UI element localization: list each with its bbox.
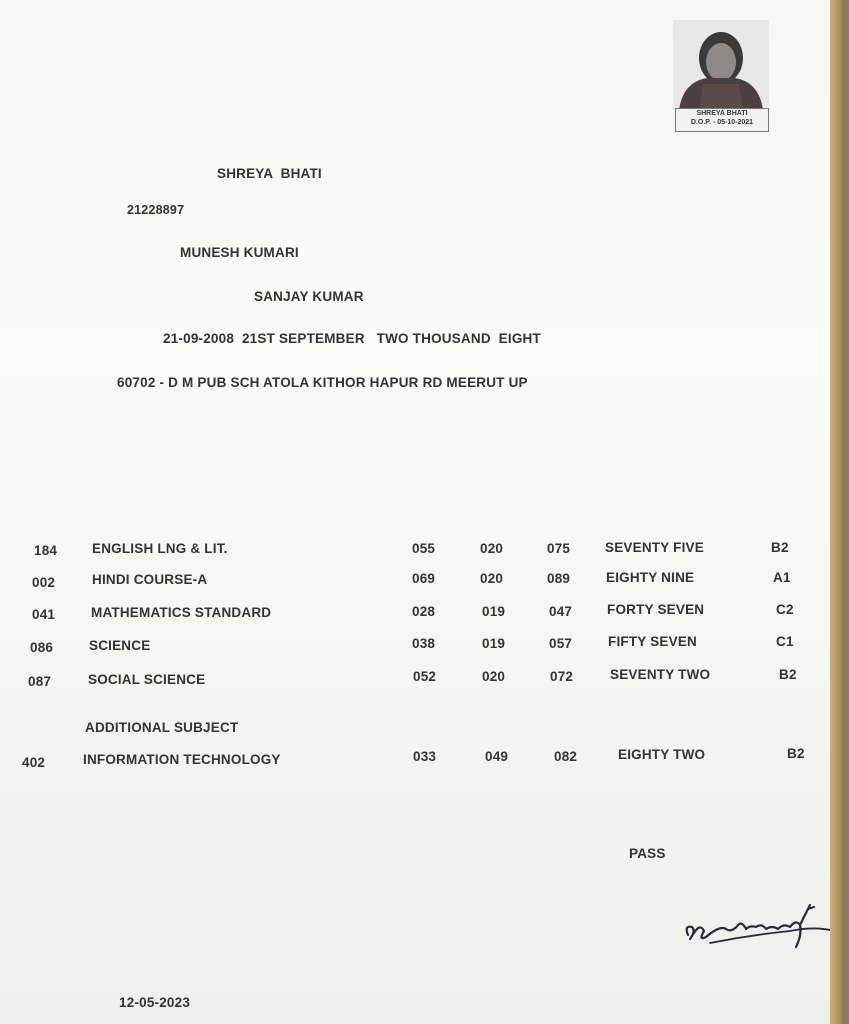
photo-caption xyxy=(675,108,769,132)
father-name: SANJAY KUMAR xyxy=(254,289,364,304)
school-name: 60702 - D M PUB SCH ATOLA KITHOR HAPUR RD MEERUT UP xyxy=(117,375,528,390)
subject-name: INFORMATION TECHNOLOGY xyxy=(83,752,281,767)
theory-marks: 069 xyxy=(412,571,436,586)
subject-code: 086 xyxy=(30,640,54,655)
total-in-words: SEVENTY FIVE xyxy=(605,540,704,555)
grade: C1 xyxy=(776,634,794,649)
theory-marks: 055 xyxy=(412,541,436,556)
total-marks: 082 xyxy=(554,749,578,764)
subject-name: HINDI COURSE-A xyxy=(92,572,208,587)
subject-code: 002 xyxy=(32,575,56,590)
date-of-birth: 21-09-2008 21ST SEPTEMBER TWO THOUSAND EIGHT xyxy=(163,331,541,346)
roll-number: 21228897 xyxy=(127,203,185,217)
subject-code: 041 xyxy=(32,607,56,622)
total-marks: 057 xyxy=(549,636,573,651)
grade: A1 xyxy=(773,570,791,585)
theory-marks: 038 xyxy=(412,636,436,651)
page-edge xyxy=(830,0,842,1024)
mother-name: MUNESH KUMARI xyxy=(180,245,299,260)
issue-date: 12-05-2023 xyxy=(119,995,191,1010)
internal-marks: 049 xyxy=(485,749,509,764)
total-in-words: SEVENTY TWO xyxy=(610,667,711,682)
total-marks: 047 xyxy=(549,604,573,619)
grade: B2 xyxy=(779,667,797,682)
signature-icon xyxy=(680,895,842,965)
subject-code: 402 xyxy=(22,755,46,770)
subject-name: SOCIAL SCIENCE xyxy=(88,672,206,687)
internal-marks: 020 xyxy=(482,669,506,684)
total-marks: 075 xyxy=(547,541,571,556)
subject-code: 184 xyxy=(34,543,58,558)
total-in-words: FORTY SEVEN xyxy=(607,602,705,617)
result-status: PASS xyxy=(629,846,666,861)
person-portrait-icon xyxy=(673,20,769,110)
internal-marks: 019 xyxy=(482,636,506,651)
internal-marks: 019 xyxy=(482,604,506,619)
total-in-words: EIGHTY NINE xyxy=(606,570,695,585)
photo-caption-date: D.O.P. - 05-10-2021 xyxy=(690,119,754,126)
total-in-words: EIGHTY TWO xyxy=(618,747,706,762)
student-photo xyxy=(673,20,769,130)
grade: B2 xyxy=(771,540,789,555)
theory-marks: 052 xyxy=(413,669,437,684)
theory-marks: 033 xyxy=(413,749,437,764)
subject-code: 087 xyxy=(28,674,52,689)
grade: B2 xyxy=(787,746,805,761)
theory-marks: 028 xyxy=(412,604,436,619)
total-marks: 072 xyxy=(550,669,574,684)
internal-marks: 020 xyxy=(480,571,504,586)
subject-name: SCIENCE xyxy=(89,638,151,653)
subject-name: MATHEMATICS STANDARD xyxy=(91,605,272,620)
photo-caption-name: SHREYA BHATI xyxy=(696,110,748,117)
total-marks: 089 xyxy=(547,571,571,586)
grade: C2 xyxy=(776,602,794,617)
additional-subject-heading: ADDITIONAL SUBJECT xyxy=(85,720,239,735)
subject-name: ENGLISH LNG & LIT. xyxy=(92,541,228,556)
internal-marks: 020 xyxy=(480,541,504,556)
student-name: SHREYA BHATI xyxy=(217,166,322,181)
total-in-words: FIFTY SEVEN xyxy=(608,634,697,649)
